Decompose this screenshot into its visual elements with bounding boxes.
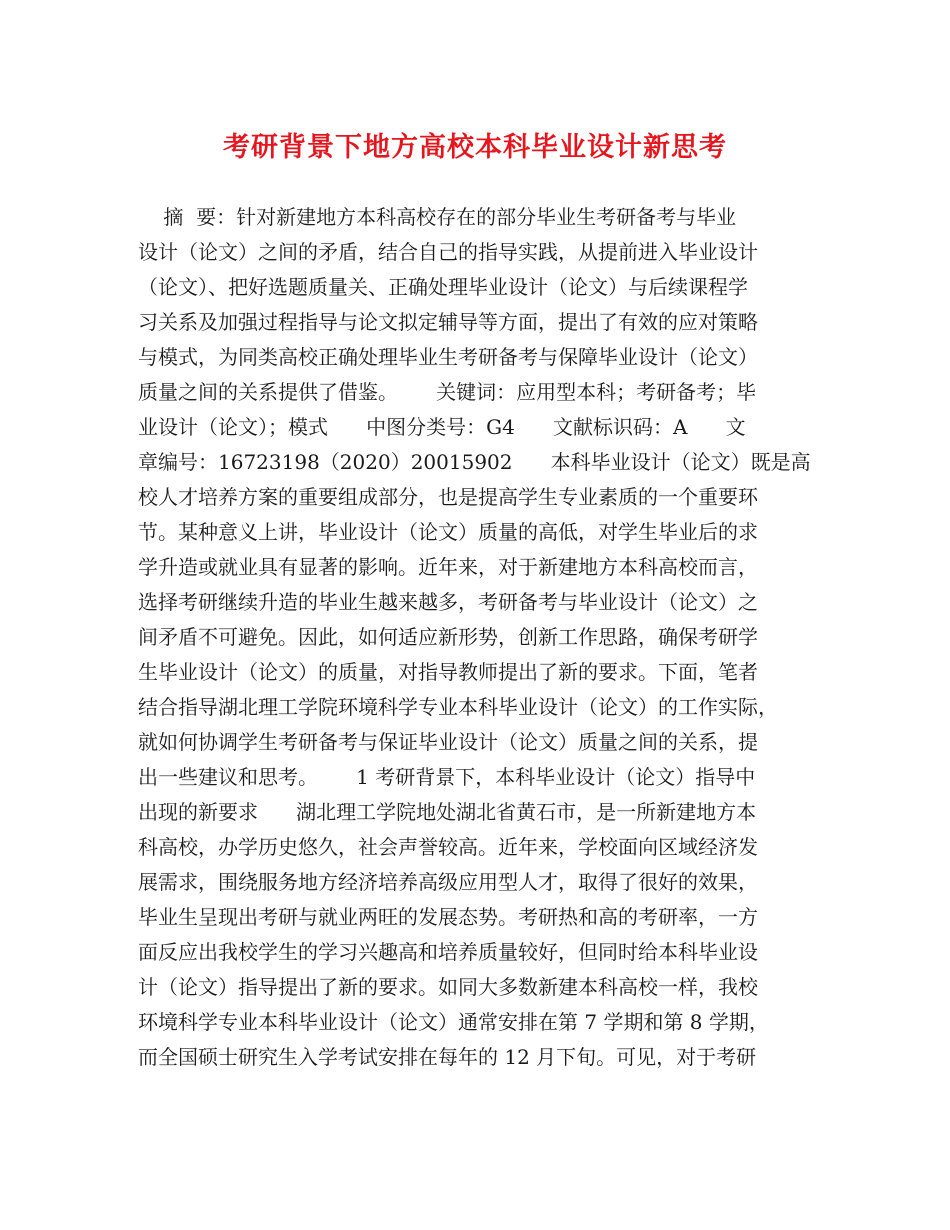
body-line: 摘 要：针对新建地方本科高校存在的部分毕业生考研备考与毕业 [138,205,737,229]
body-line: （论文）、把好选题质量关、正确处理毕业设计（论文）与后续课程学 [138,275,748,299]
body-line: 章编号：16723198（2020）20015902 本科毕业设计（论文）既是高 [138,450,811,474]
body-line: 展需求，围绕服务地方经济培养高级应用型人才，取得了很好的效果， [138,870,758,894]
body-line: 学升造或就业具有显著的影响。近年来，对于新建地方本科高校而言， [138,555,758,579]
body-line: 选择考研继续升造的毕业生越来越多，考研备考与毕业设计（论文）之 [138,590,758,614]
body-line: 出一些建议和思考。 1 考研背景下，本科毕业设计（论文）指导中 [138,765,756,789]
body-line: 与模式，为同类高校正确处理毕业生考研备考与保障毕业设计（论文） [138,345,758,369]
body-line: 间矛盾不可避免。因此，如何适应新形势，创新工作思路，确保考研学 [138,625,758,649]
document-body [138,200,818,1075]
body-line: 科高校，办学历史悠久，社会声誉较高。近年来，学校面向区域经济发 [138,835,758,859]
body-line: 而全国硕士研究生入学考试安排在每年的 12 月下旬。可见，对于考研 [138,1045,757,1069]
body-line: 出现的新要求 湖北理工学院地处湖北省黄石市，是一所新建地方本 [138,800,757,824]
document-title: 考研背景下地方高校本科毕业设计新思考 [223,132,727,163]
body-line: 计（论文）指导提出了新的要求。如同大多数新建本科高校一样，我校 [138,975,758,999]
body-line: 校人才培养方案的重要组成部分，也是提高学生专业素质的一个重要环 [138,485,758,509]
body-line: 生毕业设计（论文）的质量，对指导教师提出了新的要求。下面，笔者 [138,660,758,684]
body-line: 习关系及加强过程指导与论文拟定辅导等方面，提出了有效的应对策略 [138,310,758,334]
body-line: 环境科学专业本科毕业设计（论文）通常安排在第 7 学期和第 8 学期， [138,1010,769,1034]
body-line: 节。某种意义上讲，毕业设计（论文）质量的高低，对学生毕业后的求 [138,520,758,544]
body-line: 业设计（论文）；模式 中图分类号：G4 文献标识码：A 文 [138,415,746,439]
body-line: 结合指导湖北理工学院环境科学专业本科毕业设计（论文）的工作实际， [138,695,778,719]
body-line: 毕业生呈现出考研与就业两旺的发展态势。考研热和高的考研率，一方 [138,905,758,929]
body-line: 面反应出我校学生的学习兴趣高和培养质量较好，但同时给本科毕业设 [138,940,758,964]
body-line: 质量之间的关系提供了借鉴。 关键词：应用型本科；考研备考；毕 [138,380,757,404]
body-line: 设计（论文）之间的矛盾，结合自己的指导实践，从提前进入毕业设计 [138,240,758,264]
body-line: 就如何协调学生考研备考与保证毕业设计（论文）质量之间的关系，提 [138,730,758,754]
